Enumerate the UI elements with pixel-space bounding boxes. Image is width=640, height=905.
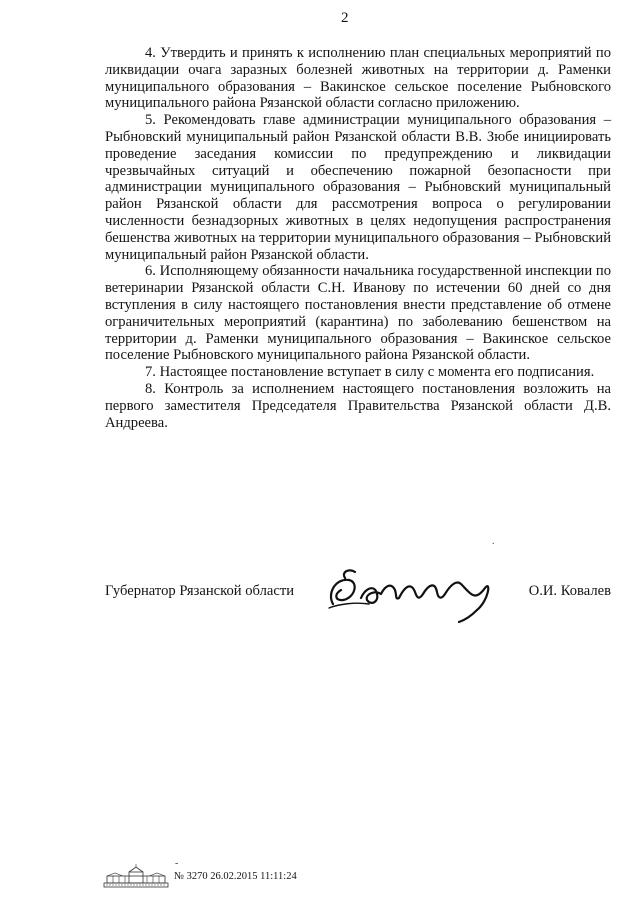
signatory-name: О.И. Ковалев bbox=[528, 583, 611, 599]
stray-mark: - bbox=[175, 858, 179, 869]
paragraph-7: 7. Настоящее постановление вступает в силу с момента его подписания. bbox=[145, 364, 595, 381]
handwritten-signature bbox=[325, 564, 495, 626]
stray-mark: . bbox=[492, 536, 495, 547]
building-logo-icon bbox=[103, 864, 169, 888]
paragraph-6: 6. Исполняющему обязанности начальника государственной инспекции по ветеринарии Рязанской области С.Н. Иванову по истечении 60 дней со дня вступления в силу настоящего постановления внести представление об отмене ограничительных мероприятий (карантина) по заболеванию бешенством на территории д. Раменки муниципального образования – Вакинское сельское поселение Рыбновского муниципального района Рязанской области. bbox=[105, 263, 611, 364]
signature-block bbox=[105, 578, 611, 628]
paragraph-5: 5. Рекомендовать главе администрации муниципального образования – Рыбновский муниципальный район Рязанской области В.В. Зюбе инициировать проведение заседания комиссии по предупреждению и ликвидации чрезвычайных ситуаций и обеспечению пожарной безопасности при администрации муниципального образования – Рыбновский муниципальный район Рязанской области для рассмотрения вопроса о регулировании численности безнадзорных животных в целях недопущения распространения бешенства животных на территории муниципального образования – Рыбновский муниципальный район Рязанской области. bbox=[105, 112, 611, 263]
document-body bbox=[105, 45, 611, 431]
page-number: 2 bbox=[341, 10, 349, 26]
registration-stamp: № 3270 26.02.2015 11:11:24 bbox=[174, 871, 297, 882]
document-footer bbox=[103, 864, 403, 888]
paragraph-8: 8. Контроль за исполнением настоящего постановления возложить на первого заместителя Председателя Правительства Рязанской области Д.В. Андреева. bbox=[105, 380, 611, 431]
signatory-position: Губернатор Рязанской области bbox=[105, 583, 295, 599]
paragraph-4: 4. Утвердить и принять к исполнению план специальных мероприятий по ликвидации очага заразных болезней животных на территории д. Раменки муниципального образования – Вакинское сельское поселение Рыбновского муниципального района Рязанской области согласно приложению. bbox=[105, 45, 611, 112]
